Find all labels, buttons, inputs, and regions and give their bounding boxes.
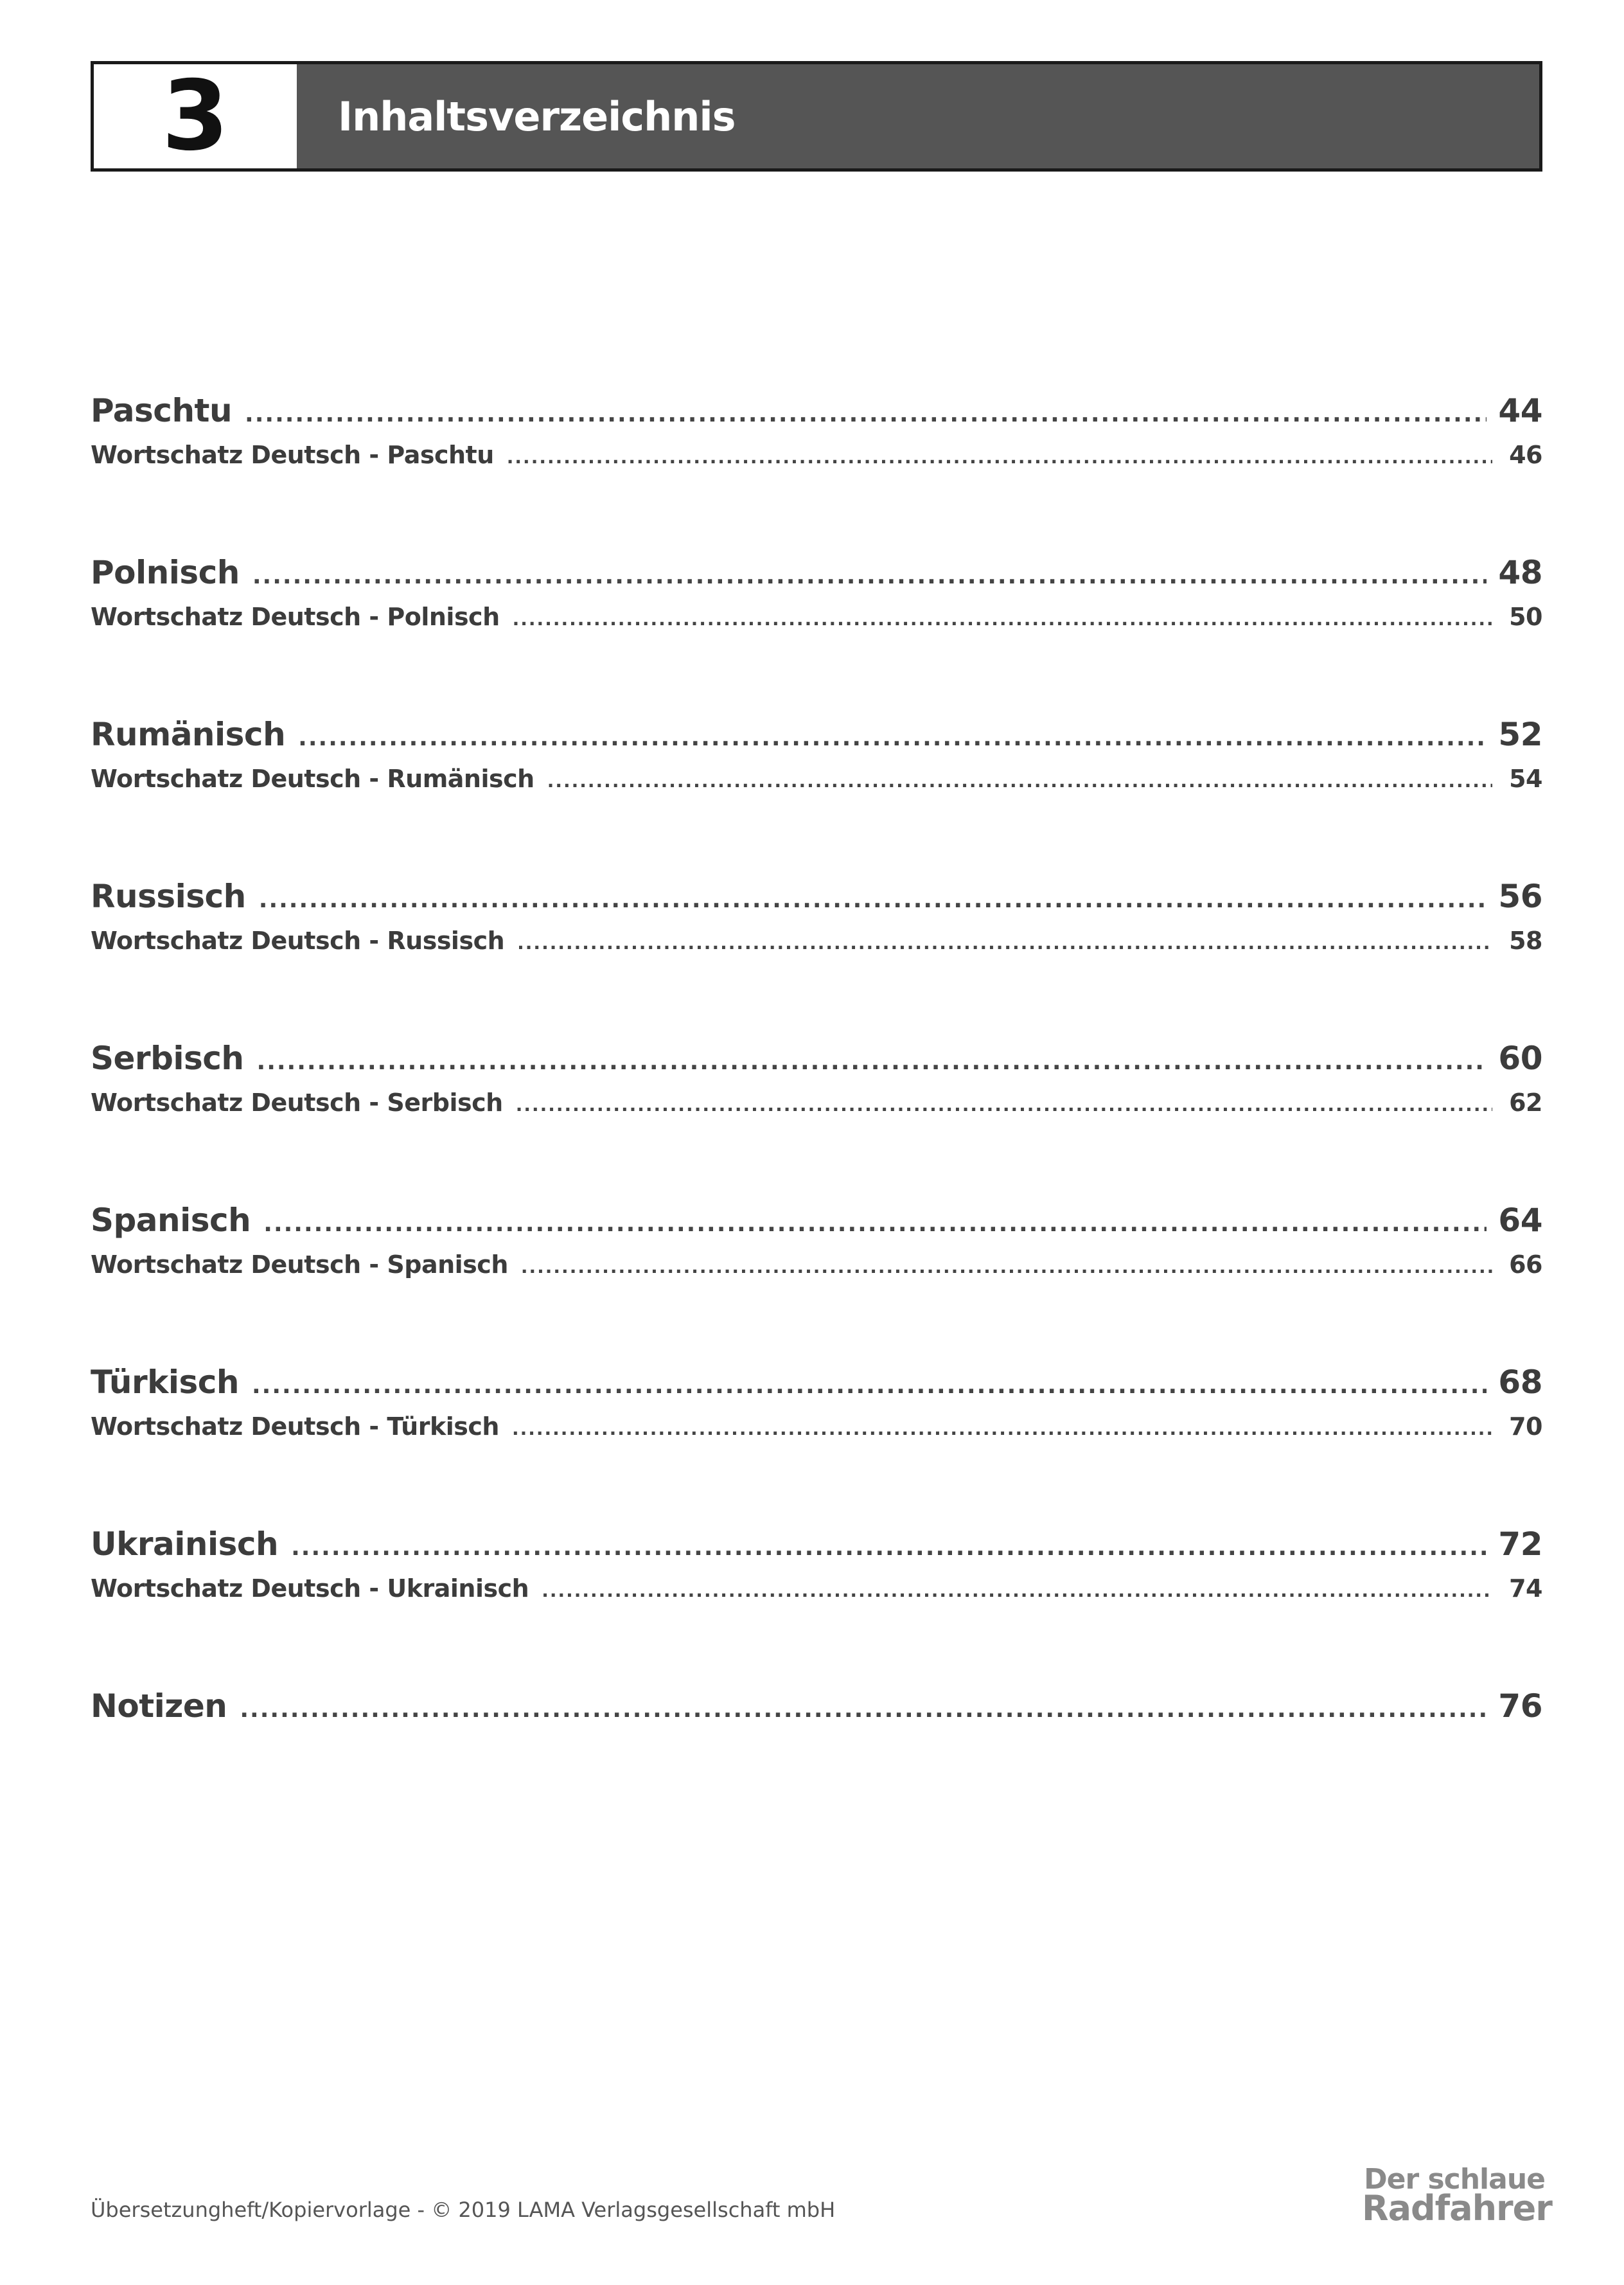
toc-entry <box>91 1202 1542 1250</box>
toc-page-number: 54 <box>1509 765 1542 793</box>
toc-page-number: 60 <box>1498 1040 1542 1077</box>
toc-entry <box>91 1040 1542 1089</box>
toc-dot-leader <box>516 1094 1492 1116</box>
toc-dot-leader <box>291 1534 1487 1561</box>
toc-group <box>91 1202 1542 1299</box>
table-of-contents <box>91 392 1542 1800</box>
toc-entry-label: Ukrainisch <box>91 1525 279 1563</box>
toc-subentry <box>91 603 1542 652</box>
chapter-header <box>91 61 1542 172</box>
toc-entry-label: Wortschatz Deutsch - Rumänisch <box>91 765 534 793</box>
toc-subentry <box>91 1250 1542 1299</box>
toc-entry <box>91 1364 1542 1412</box>
logo-line-2: Radfahrer <box>1362 2188 1552 2228</box>
toc-page-number: 46 <box>1509 441 1542 469</box>
toc-entry-label: Serbisch <box>91 1040 244 1077</box>
toc-entry <box>91 716 1542 765</box>
toc-group <box>91 392 1542 490</box>
toc-entry-label: Wortschatz Deutsch - Ukrainisch <box>91 1574 529 1603</box>
toc-group <box>91 1687 1542 1736</box>
toc-entry-label: Wortschatz Deutsch - Paschtu <box>91 441 494 469</box>
toc-entry-label: Wortschatz Deutsch - Polnisch <box>91 603 500 631</box>
toc-entry-label: Notizen <box>91 1687 227 1725</box>
toc-page-number: 52 <box>1498 716 1542 753</box>
chapter-number: 3 <box>94 64 297 168</box>
toc-page-number: 64 <box>1498 1202 1542 1239</box>
toc-dot-leader <box>240 1696 1487 1723</box>
toc-entry <box>91 554 1542 603</box>
toc-page-number: 48 <box>1498 554 1542 591</box>
toc-page-number: 72 <box>1498 1525 1542 1563</box>
toc-dot-leader <box>252 1373 1487 1399</box>
toc-group <box>91 878 1542 975</box>
publisher-logo <box>1362 2163 1552 2236</box>
toc-subentry <box>91 765 1542 814</box>
toc-entry-label: Wortschatz Deutsch - Türkisch <box>91 1412 499 1441</box>
toc-dot-leader <box>517 932 1492 954</box>
toc-entry-label: Russisch <box>91 878 246 915</box>
toc-page-number: 66 <box>1509 1250 1542 1279</box>
toc-subentry <box>91 441 1542 490</box>
toc-group <box>91 1525 1542 1623</box>
toc-entry-label: Wortschatz Deutsch - Russisch <box>91 927 505 955</box>
toc-dot-leader <box>252 563 1487 589</box>
toc-subentry <box>91 927 1542 975</box>
logo-line-1: Der schlaue <box>1364 2163 1545 2196</box>
toc-dot-leader <box>512 1418 1492 1439</box>
toc-entry-label: Türkisch <box>91 1364 239 1401</box>
toc-entry-label: Polnisch <box>91 554 240 591</box>
toc-entry-label: Rumänisch <box>91 716 286 753</box>
page-title: Inhaltsverzeichnis <box>297 64 1539 168</box>
toc-dot-leader <box>507 447 1492 468</box>
toc-dot-leader <box>542 1580 1492 1601</box>
toc-group <box>91 554 1542 652</box>
toc-entry-label: Wortschatz Deutsch - Serbisch <box>91 1089 503 1117</box>
toc-page-number: 62 <box>1509 1089 1542 1117</box>
toc-dot-leader <box>298 725 1487 751</box>
toc-entry-label: Wortschatz Deutsch - Spanisch <box>91 1250 508 1279</box>
toc-dot-leader <box>263 1211 1487 1237</box>
toc-entry <box>91 1525 1542 1574</box>
footer-copyright: Übersetzungheft/Kopiervorlage - © 2019 LAMA Verlagsgesellschaft mbH <box>91 2198 836 2222</box>
toc-page-number: 58 <box>1509 927 1542 955</box>
toc-page-number: 56 <box>1498 878 1542 915</box>
toc-group <box>91 1364 1542 1461</box>
toc-dot-leader <box>259 887 1487 913</box>
toc-dot-leader <box>547 770 1492 792</box>
toc-dot-leader <box>521 1256 1492 1277</box>
toc-entry-label: Spanisch <box>91 1202 251 1239</box>
toc-entry <box>91 878 1542 927</box>
toc-subentry <box>91 1412 1542 1461</box>
toc-page-number: 68 <box>1498 1364 1542 1401</box>
toc-page-number: 74 <box>1509 1574 1542 1603</box>
toc-page-number: 44 <box>1498 392 1542 429</box>
toc-entry <box>91 1687 1542 1736</box>
toc-page-number: 50 <box>1509 603 1542 631</box>
toc-page-number: 70 <box>1509 1412 1542 1441</box>
toc-entry <box>91 392 1542 441</box>
toc-page-number: 76 <box>1498 1687 1542 1725</box>
toc-dot-leader <box>513 609 1492 630</box>
toc-dot-leader <box>257 1049 1487 1075</box>
toc-group <box>91 1040 1542 1137</box>
toc-subentry <box>91 1089 1542 1137</box>
toc-subentry <box>91 1574 1542 1623</box>
toc-dot-leader <box>245 401 1487 427</box>
toc-entry-label: Paschtu <box>91 392 233 429</box>
toc-group <box>91 716 1542 814</box>
